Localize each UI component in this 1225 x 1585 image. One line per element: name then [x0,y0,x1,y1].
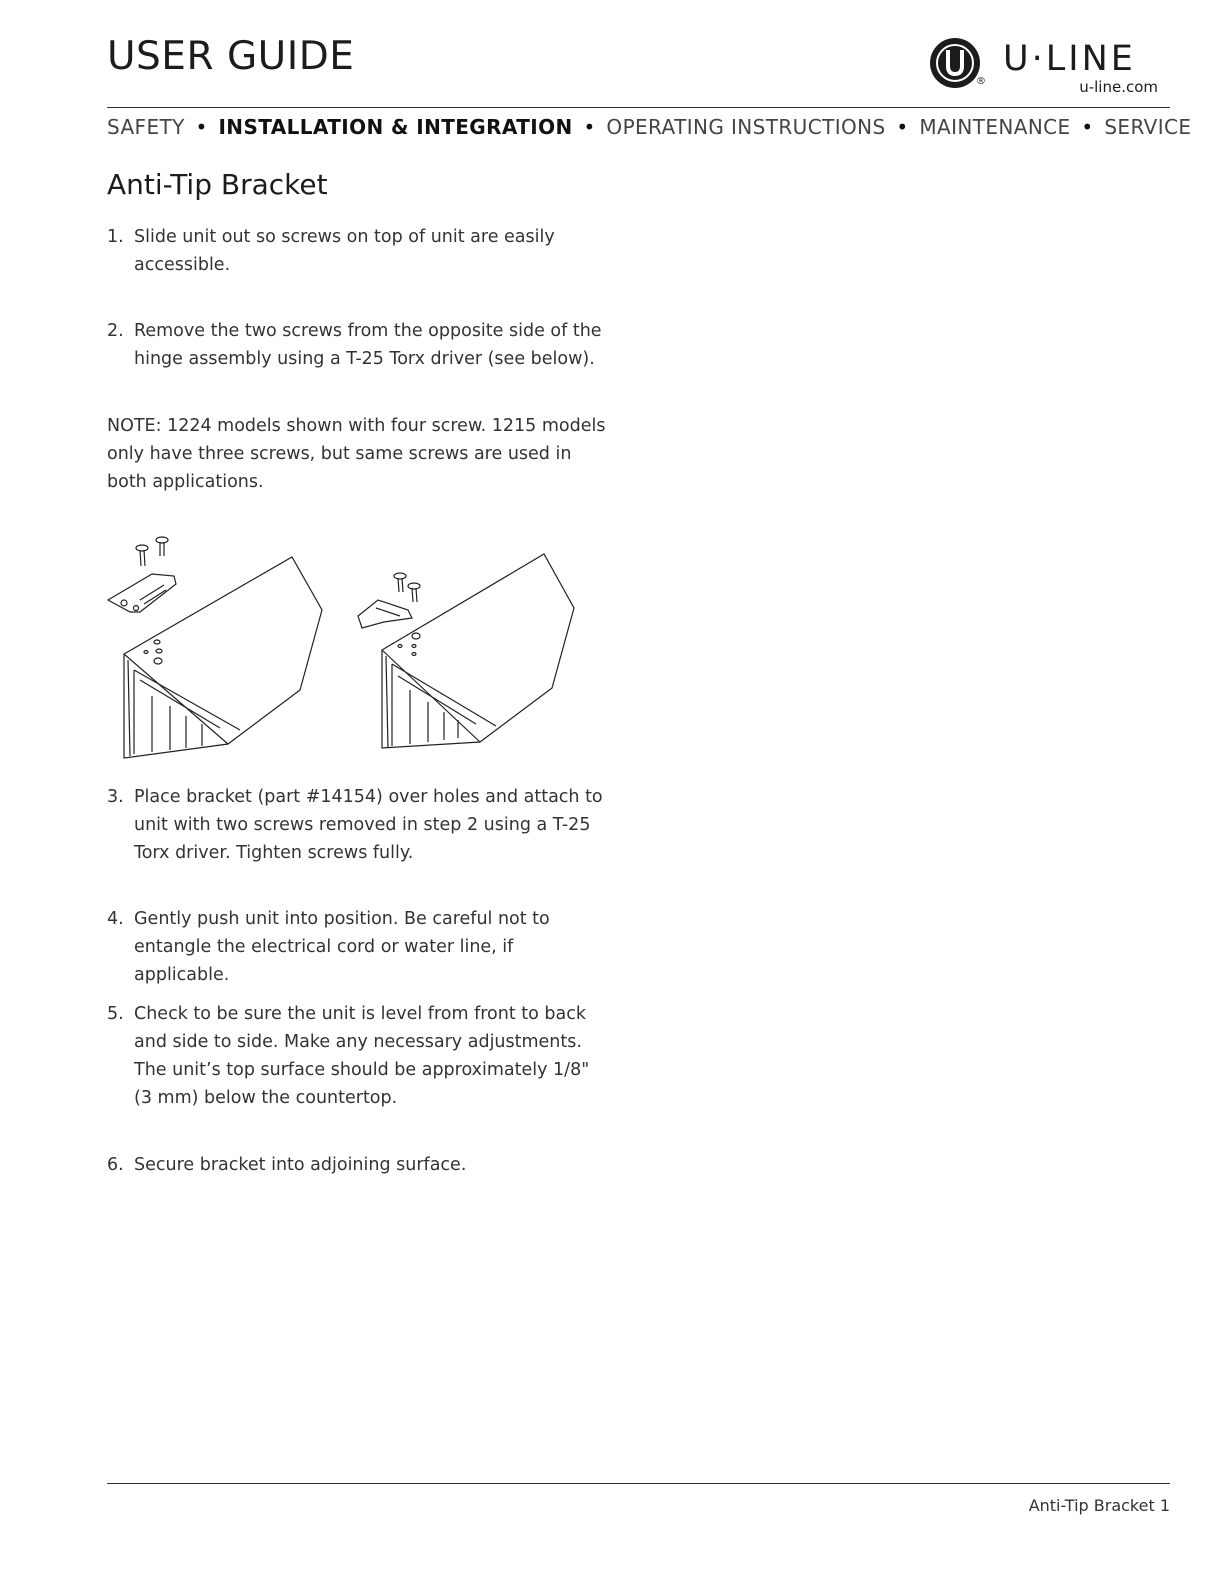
step-1 [107,223,607,279]
website-url: u-line.com [1079,78,1158,96]
step-number: 4. [107,909,124,929]
step-6 [107,1151,607,1179]
illustration-unit-1224 [108,537,322,758]
step-text: Check to be sure the unit is level from front to back and side to side. Make any necessary adjustments. The unit’s top surface should be approximately 1/8" (3 mm) below the countertop. [134,1004,590,1108]
nav-item-installation-current: INSTALLATION & INTEGRATION [218,115,573,139]
step-2 [107,317,607,373]
step-number: 5. [107,1004,124,1024]
nav-separator: • [896,115,909,139]
step-number: 1. [107,227,124,247]
nav-item-maintenance: MAINTENANCE [919,115,1071,139]
step-text: Gently push unit into position. Be careful not to entangle the electrical cord or water line, if applicable. [134,909,550,985]
step-text: Remove the two screws from the opposite side of the hinge assembly using a T-25 Torx driver (see below). [134,321,602,369]
u-line-logo-mark-icon [928,36,982,90]
step-number: 2. [107,321,124,341]
page-heading: Anti-Tip Bracket [107,168,328,201]
step-5 [107,1000,607,1112]
step-number: 6. [107,1155,124,1175]
step-4 [107,905,607,989]
nav-separator: • [583,115,596,139]
note-paragraph: NOTE: 1224 models shown with four screw. 1215 models only have three screws, but same screws are used in both applications. [107,416,606,492]
nav-separator: • [1081,115,1094,139]
guide-title: USER GUIDE [107,34,355,79]
nav-separator: • [195,115,208,139]
bracket-installation-illustration [100,530,590,765]
step-3 [107,783,607,867]
section-nav [107,115,1192,139]
page-footer-label: Anti-Tip Bracket 1 [1028,1496,1170,1515]
logo-wordmark: U·LINE [1003,39,1136,79]
nav-item-safety: SAFETY [107,115,185,139]
registered-mark: ® [976,76,986,87]
step-text: Place bracket (part #14154) over holes and attach to unit with two screws removed in step 2 using a T-25 Torx driver. Tighten screws fully. [134,787,603,863]
header-divider [107,107,1170,108]
nav-item-service: SERVICE [1104,115,1192,139]
step-text: Secure bracket into adjoining surface. [134,1155,467,1175]
footer-divider [107,1483,1170,1484]
brand-logo [928,34,1168,96]
step-number: 3. [107,787,124,807]
nav-item-operating: OPERATING INSTRUCTIONS [606,115,886,139]
step-text: Slide unit out so screws on top of unit are easily accessible. [134,227,555,275]
illustration-unit-1215 [358,554,574,748]
